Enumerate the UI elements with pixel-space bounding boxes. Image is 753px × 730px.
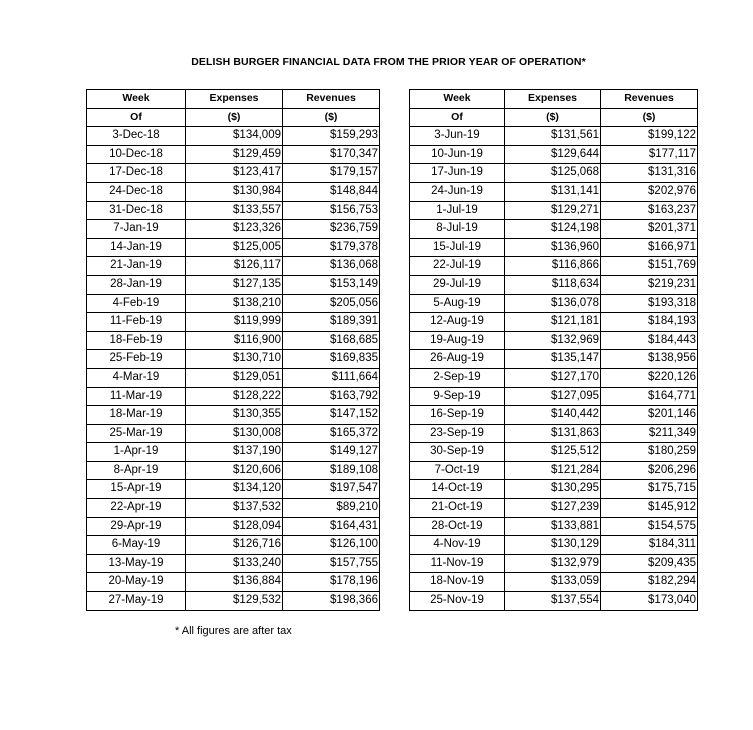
expenses-cell: $131,141 <box>505 182 601 201</box>
week-cell: 14-Oct-19 <box>410 480 505 499</box>
table-row <box>410 443 698 462</box>
revenues-cell: $156,753 <box>283 201 380 220</box>
table-row <box>410 257 698 276</box>
revenues-cell: $175,715 <box>601 480 698 499</box>
week-cell: 30-Sep-19 <box>410 443 505 462</box>
revenues-cell: $211,349 <box>601 424 698 443</box>
week-cell: 29-Jul-19 <box>410 275 505 294</box>
table-row <box>87 387 380 406</box>
table-row <box>87 480 380 499</box>
week-cell: 18-Nov-19 <box>410 573 505 592</box>
week-cell: 13-May-19 <box>87 554 186 573</box>
table-row <box>87 220 380 239</box>
revenues-unit: ($) <box>601 108 698 127</box>
table-row <box>87 294 380 313</box>
table-body-right <box>410 127 698 610</box>
week-cell: 11-Nov-19 <box>410 554 505 573</box>
revenues-cell: $138,956 <box>601 350 698 369</box>
week-cell: 8-Jul-19 <box>410 220 505 239</box>
week-cell: 14-Jan-19 <box>87 238 186 257</box>
expenses-cell: $127,239 <box>505 499 601 518</box>
footnote: * All figures are after tax <box>175 625 292 637</box>
table-row <box>87 592 380 611</box>
week-cell: 11-Mar-19 <box>87 387 186 406</box>
table-row <box>410 517 698 536</box>
week-cell: 5-Aug-19 <box>410 294 505 313</box>
revenues-cell: $184,443 <box>601 331 698 350</box>
expenses-cell: $128,222 <box>186 387 283 406</box>
week-cell: 24-Dec-18 <box>87 182 186 201</box>
expenses-cell: $124,198 <box>505 220 601 239</box>
revenues-cell: $131,316 <box>601 164 698 183</box>
table-row <box>87 275 380 294</box>
week-cell: 25-Feb-19 <box>87 350 186 369</box>
expenses-cell: $127,135 <box>186 275 283 294</box>
table-row <box>410 145 698 164</box>
expenses-header: Expenses <box>505 90 601 109</box>
expenses-cell: $126,117 <box>186 257 283 276</box>
revenues-cell: $169,835 <box>283 350 380 369</box>
week-cell: 28-Jan-19 <box>87 275 186 294</box>
table-row <box>87 461 380 480</box>
revenues-cell: $197,547 <box>283 480 380 499</box>
week-cell: 19-Aug-19 <box>410 331 505 350</box>
revenues-header: Revenues <box>601 90 698 109</box>
table-row <box>410 331 698 350</box>
table-row <box>410 554 698 573</box>
week-cell: 21-Jan-19 <box>87 257 186 276</box>
expenses-cell: $133,557 <box>186 201 283 220</box>
financial-table-left <box>86 89 380 611</box>
expenses-cell: $125,068 <box>505 164 601 183</box>
revenues-cell: $182,294 <box>601 573 698 592</box>
revenues-cell: $168,685 <box>283 331 380 350</box>
revenues-cell: $189,391 <box>283 313 380 332</box>
table-row <box>410 424 698 443</box>
revenues-cell: $163,792 <box>283 387 380 406</box>
expenses-cell: $136,960 <box>505 238 601 257</box>
week-cell: 25-Nov-19 <box>410 592 505 611</box>
table-row <box>87 257 380 276</box>
expenses-cell: $121,284 <box>505 461 601 480</box>
expenses-cell: $130,295 <box>505 480 601 499</box>
header-subrow <box>410 108 698 127</box>
expenses-cell: $130,129 <box>505 536 601 555</box>
revenues-cell: $170,347 <box>283 145 380 164</box>
revenues-cell: $179,378 <box>283 238 380 257</box>
table-row <box>410 275 698 294</box>
table-row <box>410 182 698 201</box>
week-cell: 28-Oct-19 <box>410 517 505 536</box>
revenues-cell: $111,664 <box>283 368 380 387</box>
week-cell: 7-Oct-19 <box>410 461 505 480</box>
table-row <box>410 220 698 239</box>
revenues-cell: $205,056 <box>283 294 380 313</box>
week-cell: 15-Apr-19 <box>87 480 186 499</box>
revenues-unit: ($) <box>283 108 380 127</box>
table-row <box>87 499 380 518</box>
table-row <box>87 350 380 369</box>
revenues-cell: $189,108 <box>283 461 380 480</box>
expenses-cell: $137,532 <box>186 499 283 518</box>
revenues-cell: $201,371 <box>601 220 698 239</box>
week-cell: 17-Jun-19 <box>410 164 505 183</box>
week-cell: 10-Jun-19 <box>410 145 505 164</box>
week-cell: 31-Dec-18 <box>87 201 186 220</box>
header-subrow <box>87 108 380 127</box>
week-cell: 17-Dec-18 <box>87 164 186 183</box>
table-row <box>410 573 698 592</box>
week-cell: 4-Mar-19 <box>87 368 186 387</box>
expenses-cell: $136,884 <box>186 573 283 592</box>
header-row <box>410 90 698 109</box>
table-row <box>87 517 380 536</box>
revenues-cell: $206,296 <box>601 461 698 480</box>
table-body-left <box>87 127 380 610</box>
table-row <box>87 201 380 220</box>
week-header: Week <box>87 90 186 109</box>
expenses-cell: $132,979 <box>505 554 601 573</box>
week-subheader: Of <box>410 108 505 127</box>
revenues-cell: $157,755 <box>283 554 380 573</box>
week-cell: 22-Apr-19 <box>87 499 186 518</box>
expenses-cell: $137,554 <box>505 592 601 611</box>
revenues-cell: $166,971 <box>601 238 698 257</box>
expenses-cell: $123,417 <box>186 164 283 183</box>
header-row <box>87 90 380 109</box>
expenses-cell: $134,120 <box>186 480 283 499</box>
expenses-cell: $116,900 <box>186 331 283 350</box>
expenses-header: Expenses <box>186 90 283 109</box>
revenues-cell: $209,435 <box>601 554 698 573</box>
week-cell: 3-Jun-19 <box>410 127 505 146</box>
table-row <box>410 387 698 406</box>
table-row <box>410 461 698 480</box>
expenses-cell: $116,866 <box>505 257 601 276</box>
expenses-cell: $130,008 <box>186 424 283 443</box>
table-row <box>410 313 698 332</box>
table-row <box>87 182 380 201</box>
table-row <box>87 424 380 443</box>
revenues-cell: $201,146 <box>601 406 698 425</box>
revenues-cell: $149,127 <box>283 443 380 462</box>
table-row <box>410 201 698 220</box>
revenues-cell: $177,117 <box>601 145 698 164</box>
expenses-unit: ($) <box>505 108 601 127</box>
revenues-cell: $126,100 <box>283 536 380 555</box>
table-row <box>410 127 698 146</box>
week-cell: 8-Apr-19 <box>87 461 186 480</box>
expenses-cell: $125,512 <box>505 443 601 462</box>
table-row <box>410 406 698 425</box>
week-cell: 20-May-19 <box>87 573 186 592</box>
revenues-cell: $145,912 <box>601 499 698 518</box>
revenues-cell: $154,575 <box>601 517 698 536</box>
expenses-cell: $136,078 <box>505 294 601 313</box>
table-row <box>87 536 380 555</box>
table-row <box>87 127 380 146</box>
expenses-cell: $134,009 <box>186 127 283 146</box>
week-cell: 23-Sep-19 <box>410 424 505 443</box>
revenues-cell: $236,759 <box>283 220 380 239</box>
revenues-cell: $165,372 <box>283 424 380 443</box>
expenses-cell: $126,716 <box>186 536 283 555</box>
week-cell: 18-Mar-19 <box>87 406 186 425</box>
week-cell: 21-Oct-19 <box>410 499 505 518</box>
expenses-cell: $132,969 <box>505 331 601 350</box>
expenses-cell: $133,881 <box>505 517 601 536</box>
revenues-cell: $180,259 <box>601 443 698 462</box>
revenues-cell: $184,311 <box>601 536 698 555</box>
table-row <box>410 536 698 555</box>
revenues-cell: $159,293 <box>283 127 380 146</box>
table-row <box>410 294 698 313</box>
revenues-cell: $147,152 <box>283 406 380 425</box>
expenses-cell: $130,710 <box>186 350 283 369</box>
expenses-cell: $129,051 <box>186 368 283 387</box>
week-cell: 18-Feb-19 <box>87 331 186 350</box>
expenses-cell: $129,271 <box>505 201 601 220</box>
table-row <box>87 238 380 257</box>
expenses-cell: $130,984 <box>186 182 283 201</box>
week-cell: 1-Jul-19 <box>410 201 505 220</box>
expenses-unit: ($) <box>186 108 283 127</box>
revenues-cell: $178,196 <box>283 573 380 592</box>
week-cell: 3-Dec-18 <box>87 127 186 146</box>
revenues-cell: $193,318 <box>601 294 698 313</box>
expenses-cell: $128,094 <box>186 517 283 536</box>
week-cell: 7-Jan-19 <box>87 220 186 239</box>
financial-table-right <box>409 89 698 611</box>
expenses-cell: $131,561 <box>505 127 601 146</box>
expenses-cell: $118,634 <box>505 275 601 294</box>
revenues-cell: $220,126 <box>601 368 698 387</box>
table-row <box>87 406 380 425</box>
week-header: Week <box>410 90 505 109</box>
revenues-cell: $202,976 <box>601 182 698 201</box>
week-subheader: Of <box>87 108 186 127</box>
table-row <box>410 238 698 257</box>
expenses-cell: $133,240 <box>186 554 283 573</box>
revenues-cell: $163,237 <box>601 201 698 220</box>
week-cell: 1-Apr-19 <box>87 443 186 462</box>
expenses-cell: $130,355 <box>186 406 283 425</box>
expenses-cell: $140,442 <box>505 406 601 425</box>
table-row <box>87 313 380 332</box>
expenses-cell: $137,190 <box>186 443 283 462</box>
revenues-cell: $184,193 <box>601 313 698 332</box>
revenues-cell: $198,366 <box>283 592 380 611</box>
expenses-cell: $133,059 <box>505 573 601 592</box>
table-row <box>87 331 380 350</box>
table-row <box>410 480 698 499</box>
expenses-cell: $129,644 <box>505 145 601 164</box>
week-cell: 15-Jul-19 <box>410 238 505 257</box>
table-row <box>410 368 698 387</box>
table-row <box>87 368 380 387</box>
revenues-cell: $148,844 <box>283 182 380 201</box>
table-row <box>87 443 380 462</box>
revenues-cell: $153,149 <box>283 275 380 294</box>
revenues-cell: $164,431 <box>283 517 380 536</box>
revenues-cell: $173,040 <box>601 592 698 611</box>
revenues-cell: $219,231 <box>601 275 698 294</box>
expenses-cell: $121,181 <box>505 313 601 332</box>
revenues-cell: $179,157 <box>283 164 380 183</box>
expenses-cell: $131,863 <box>505 424 601 443</box>
expenses-cell: $129,532 <box>186 592 283 611</box>
revenues-header: Revenues <box>283 90 380 109</box>
expenses-cell: $138,210 <box>186 294 283 313</box>
week-cell: 26-Aug-19 <box>410 350 505 369</box>
expenses-cell: $125,005 <box>186 238 283 257</box>
week-cell: 22-Jul-19 <box>410 257 505 276</box>
expenses-cell: $127,170 <box>505 368 601 387</box>
expenses-cell: $119,999 <box>186 313 283 332</box>
table-row <box>87 164 380 183</box>
week-cell: 29-Apr-19 <box>87 517 186 536</box>
table-row <box>410 350 698 369</box>
week-cell: 24-Jun-19 <box>410 182 505 201</box>
expenses-cell: $127,095 <box>505 387 601 406</box>
page-title: DELISH BURGER FINANCIAL DATA FROM THE PRIOR YEAR OF OPERATION* <box>191 56 586 68</box>
table-row <box>410 499 698 518</box>
expenses-cell: $129,459 <box>186 145 283 164</box>
week-cell: 12-Aug-19 <box>410 313 505 332</box>
revenues-cell: $199,122 <box>601 127 698 146</box>
expenses-cell: $135,147 <box>505 350 601 369</box>
week-cell: 4-Nov-19 <box>410 536 505 555</box>
expenses-cell: $120,606 <box>186 461 283 480</box>
revenues-cell: $136,068 <box>283 257 380 276</box>
week-cell: 9-Sep-19 <box>410 387 505 406</box>
week-cell: 27-May-19 <box>87 592 186 611</box>
revenues-cell: $164,771 <box>601 387 698 406</box>
revenues-cell: $151,769 <box>601 257 698 276</box>
expenses-cell: $123,326 <box>186 220 283 239</box>
table-row <box>410 164 698 183</box>
week-cell: 10-Dec-18 <box>87 145 186 164</box>
table-row <box>87 145 380 164</box>
table-row <box>87 554 380 573</box>
week-cell: 2-Sep-19 <box>410 368 505 387</box>
table-row <box>87 573 380 592</box>
week-cell: 4-Feb-19 <box>87 294 186 313</box>
week-cell: 11-Feb-19 <box>87 313 186 332</box>
week-cell: 25-Mar-19 <box>87 424 186 443</box>
week-cell: 16-Sep-19 <box>410 406 505 425</box>
revenues-cell: $89,210 <box>283 499 380 518</box>
table-row <box>410 592 698 611</box>
week-cell: 6-May-19 <box>87 536 186 555</box>
